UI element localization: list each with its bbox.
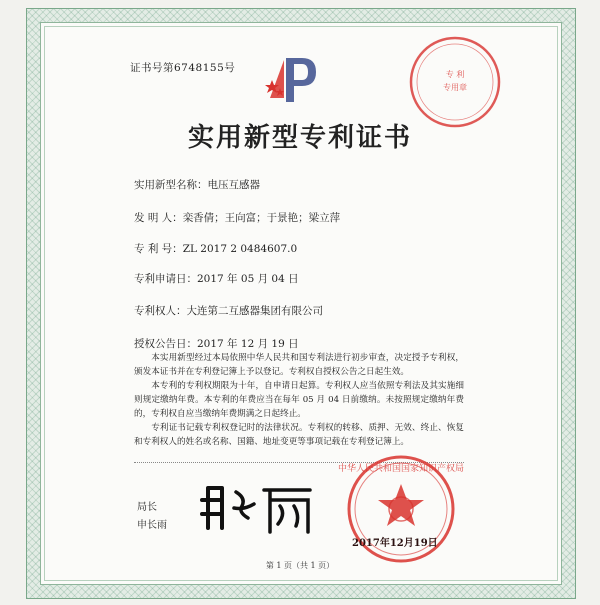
field-value: 栾香倩；王向富；于景艳；梁立萍 xyxy=(182,212,341,224)
field-label: 实用新型名称： xyxy=(134,179,208,191)
page-number: 第 1 页（共 1 页） xyxy=(265,561,335,570)
field-announcement-date xyxy=(134,336,299,351)
field-value: 2017 年 12 月 19 日 xyxy=(197,338,299,350)
field-value: ZL 2017 2 0484607.0 xyxy=(182,243,298,255)
svg-text:专 利: 专 利 xyxy=(445,70,465,79)
field-value: 电压互感器 xyxy=(207,179,260,191)
field-value: 大连第二互感器集团有限公司 xyxy=(186,305,323,317)
certificate-title: 实用新型专利证书 xyxy=(187,123,412,153)
field-label: 专 利 号： xyxy=(134,243,183,255)
svg-text:中华人民共和国国家知识产权局: 中华人民共和国国家知识产权局 xyxy=(337,464,465,474)
field-label: 专利申请日： xyxy=(134,273,197,285)
svg-text:专用章: 专用章 xyxy=(443,83,467,92)
patent-office-logo xyxy=(262,50,322,114)
certificate-number: 证书号第6748155号 xyxy=(130,62,236,74)
signer-title: 局长 xyxy=(137,502,157,513)
signer-name: 申长雨 xyxy=(137,520,167,531)
field-value: 2017 年 05 月 04 日 xyxy=(197,273,299,285)
field-filing-date xyxy=(134,271,299,286)
field-label: 发 明 人： xyxy=(134,212,183,224)
body-paragraph: 本实用新型经过本局依照中华人民共和国专利法进行初步审查，决定授予专利权，颁发本证书并在专利登记簿上予以登记。专利权自授权公告之日起生效。 xyxy=(134,353,464,377)
handwritten-signature xyxy=(200,478,320,542)
field-label: 专利权人： xyxy=(134,305,187,317)
field-inventors xyxy=(134,210,340,225)
certificate-body-text xyxy=(134,351,464,449)
field-patent-number xyxy=(134,241,297,256)
body-paragraph: 本专利的专利权期限为十年，自申请日起算。专利权人应当依照专利法及其实施细则规定缴纳年费。本专利的年费应当在每年 05 月 04 日前缴纳。未按照规定缴纳年费的，专利权自应当缴纳年费期满之日起终止。 xyxy=(134,381,464,419)
official-seal-stamp xyxy=(336,454,466,568)
field-patentee xyxy=(134,303,323,318)
field-utility-model-name xyxy=(134,177,260,192)
body-paragraph: 专利证书记载专利权登记时的法律状况。专利权的转移、质押、无效、终止、恢复和专利权人的姓名或名称、国籍、地址变更等事项记载在专利登记簿上。 xyxy=(134,423,464,447)
field-label: 授权公告日： xyxy=(134,338,197,350)
seal-date: 2017年12月19日 xyxy=(352,538,438,549)
